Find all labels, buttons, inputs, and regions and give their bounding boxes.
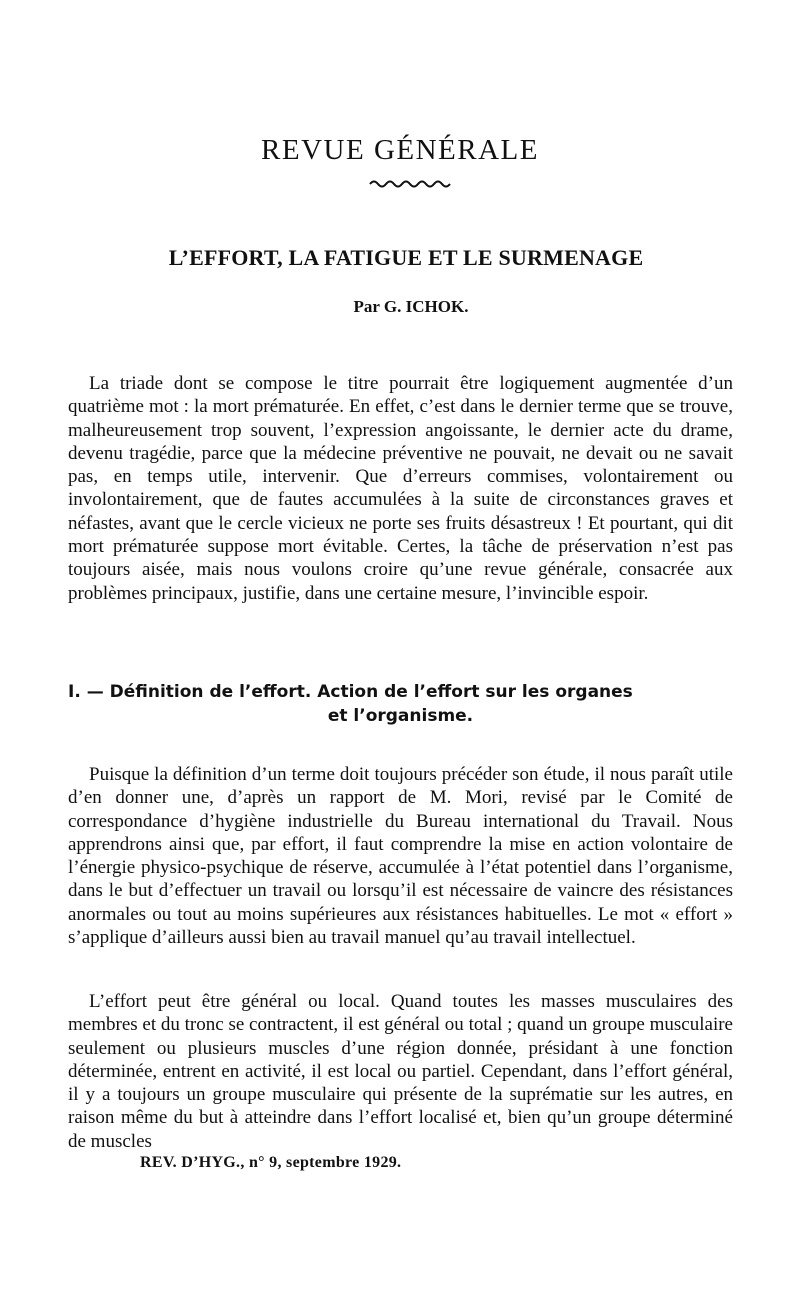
author-byline: Par G. ICHOK. [353,297,469,316]
body-paragraph-3: L’effort peut être général ou local. Quand toutes les masses musculaires des membres et du tronc se contractent, il est général ou total ; quand un groupe musculaire seulement ou plusieurs muscles d’une région donnée, présidant à une fonction déterminée, entrent en activité, il est local ou partiel. Cependant, dans l’effort général, il y a toujours un groupe musculaire qui présente de la suprématie sur les autres, en raison même du but à atteindre dans l’effort localisé et, bien qu’un groupe déterminé de muscles [68,991,733,1152]
ornamental-divider [368,178,452,190]
section-heading-line-2: et l’organisme. [327,706,474,726]
article-title: L’EFFORT, LA FATIGUE ET LE SURMENAGE [168,245,644,270]
section-heading [68,680,733,728]
intro-paragraph: La triade dont se compose le titre pourrait être logiquement augmentée d’un quatrième mot : la mort prématurée. En effet, c’est dans le dernier terme que se trouve, malheureusement trop souvent, l’expression angoissante, le dernier acte du drame, devenu tragédie, parce que la médecine préventive ne pouvait, ne devait ou ne savait pas, en temps utile, intervenir. Que d’erreurs commises, volontairement ou involontairement, que de fautes accumulées à la suite de circonstances graves et néfastes, avant que le cercle vicieux ne porte ses fruits désastreux ! Et pourtant, qui dit mort prématurée suppose mort évitable. Certes, la tâche de préservation n’est pas toujours aisée, mais nous voulons croire qu’une revue générale, consacrée aux problèmes principaux, justifie, dans une certaine mesure, l’invincible espoir. [68,373,733,604]
section-heading-line-1 [68,680,733,704]
section-heading-text-1: I. — Définition de l’effort. Action de l’effort sur les organes [68,682,633,702]
body-paragraph-2: Puisque la définition d’un terme doit toujours précéder son étude, il nous paraît utile d’en donner une, d’après un rapport de M. Mori, revisé par le Comité de correspondance d’hygiène industrielle du Bureau international du Travail. Nous apprendrons ainsi que, par effort, il faut comprendre la mise en action volontaire de l’énergie physico-psychique de réserve, accumulée à l’état potentiel dans l’organisme, dans le but d’effectuer un travail ou lorsqu’il est nécessaire de vaincre des résistances anormales ou tout au moins supérieures aux résistances habituelles. Le mot « effort » s’applique d’ailleurs aussi bien au travail manuel qu’au travail intellectuel. [68,764,733,949]
section-title: REVUE GÉNÉRALE [261,134,539,166]
footer-citation: REV. D’HYG., n° 9, septembre 1929. [140,1154,402,1171]
